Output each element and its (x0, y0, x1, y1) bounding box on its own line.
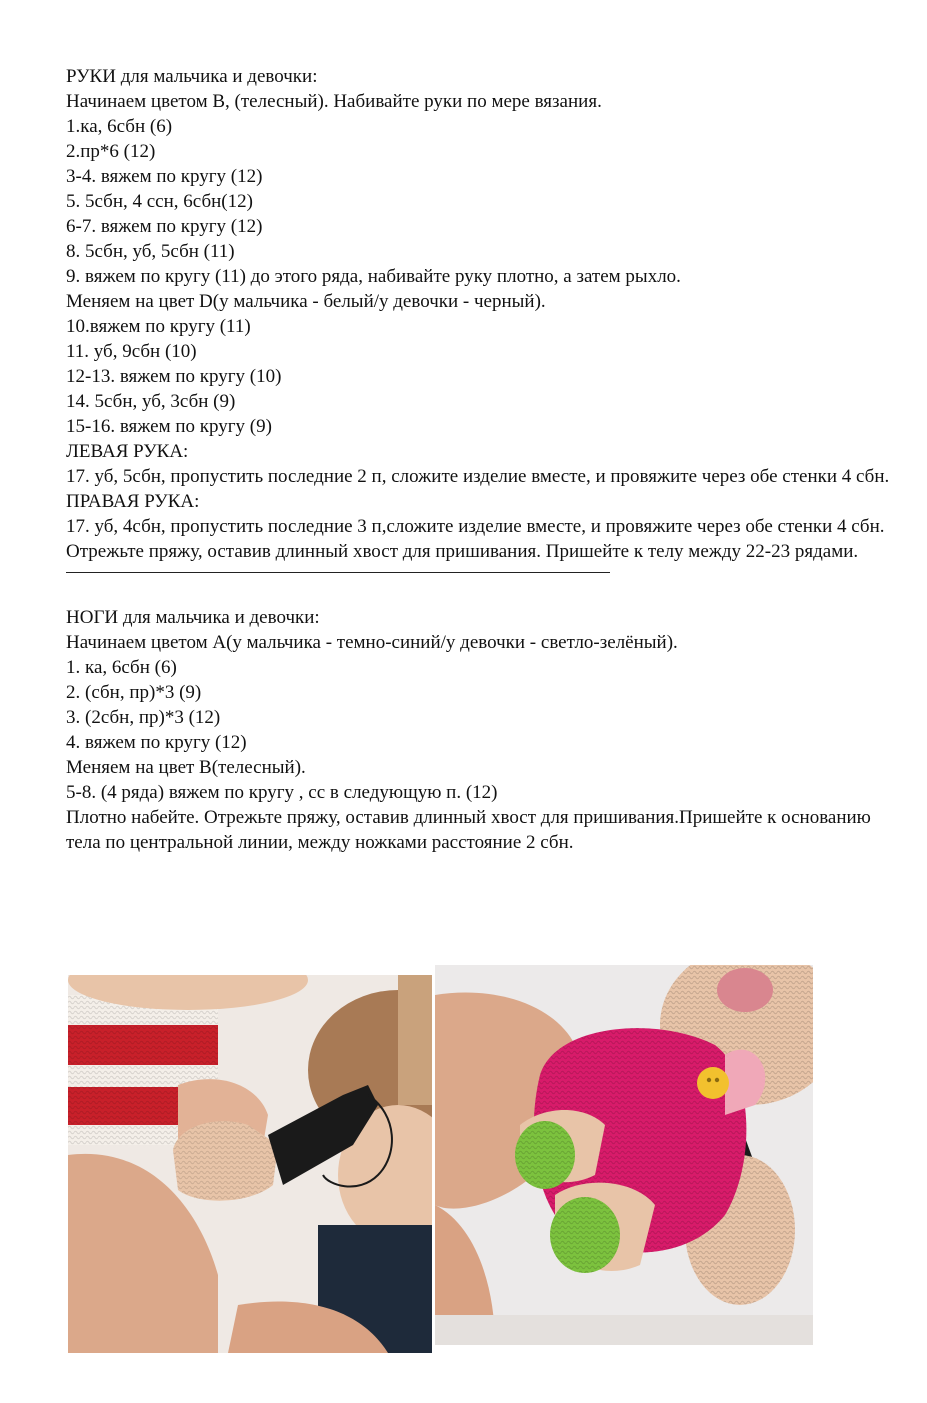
arms-line: 10.вяжем по кругу (11) (66, 316, 251, 337)
legs-heading: НОГИ для мальчика и девочки: (66, 607, 320, 628)
right-arm-text: 17. уб, 4сбн, пропустить последние 3 п,сложите изделие вместе, и провяжите через обе стенки 4 сбн. (66, 516, 885, 537)
arms-line: 2.пр*6 (12) (66, 141, 156, 162)
arms-line: 6-7. вяжем по кругу (12) (66, 216, 263, 237)
arms-line: Меняем на цвет D(у мальчика - белый/у девочки - черный). (66, 291, 546, 312)
legs-line: 3. (2сбн, пр)*3 (12) (66, 707, 221, 728)
arms-line: 3-4. вяжем по кругу (12) (66, 166, 263, 187)
legs-line: 5-8. (4 ряда) вяжем по кругу , сс в следующую п. (12) (66, 782, 498, 803)
arms-line: 11. уб, 9сбн (10) (66, 341, 197, 362)
left-arm-text: 17. уб, 5сбн, пропустить последние 2 п, сложите изделие вместе, и провяжите через обе стенки 4 сбн. (66, 466, 890, 487)
pattern-text (66, 64, 906, 855)
right-arm-heading: ПРАВАЯ РУКА: (66, 491, 200, 512)
arms-heading: РУКИ для мальчика и девочки: (66, 66, 318, 87)
arms-line: 1.ка, 6сбн (6) (66, 116, 173, 137)
arms-line: 9. вяжем по кругу (11) до этого ряда, набивайте руку плотно, а затем рыхло. (66, 266, 681, 287)
arms-line: 5. 5сбн, 4 ссн, 6сбн(12) (66, 191, 253, 212)
legs-line: Начинаем цветом А(у мальчика - темно-синий/у девочки - светло-зелёный). (66, 632, 678, 653)
legs-line: Меняем на цвет В(телесный). (66, 757, 306, 778)
arms-line: 12-13. вяжем по кругу (10) (66, 366, 282, 387)
arm-photo (68, 975, 432, 1353)
left-arm-heading: ЛЕВАЯ РУКА: (66, 441, 189, 462)
legs-line: 1. ка, 6сбн (6) (66, 657, 177, 678)
arms-line: Начинаем цветом В, (телесный). Набивайте руки по мере вязания. (66, 91, 602, 112)
legs-line: 4. вяжем по кругу (12) (66, 732, 247, 753)
arms-finish-text: Отрежьте пряжу, оставив длинный хвост для пришивания. Пришейте к телу между 22-23 рядами. (66, 541, 859, 562)
arms-line: 14. 5сбн, уб, 3сбн (9) (66, 391, 236, 412)
arms-line: 8. 5сбн, уб, 5сбн (11) (66, 241, 235, 262)
photo-strip (68, 965, 813, 1345)
legs-line: 2. (сбн, пр)*3 (9) (66, 682, 202, 703)
legs-finish-text: Плотно набейте. Отрежьте пряжу, оставив длинный хвост для пришивания.Пришейте к основанию тела по центральной линии, между ножками расстояние 2 сбн. (66, 807, 871, 853)
arms-line: 15-16. вяжем по кругу (9) (66, 416, 272, 437)
leg-photo (435, 965, 813, 1345)
